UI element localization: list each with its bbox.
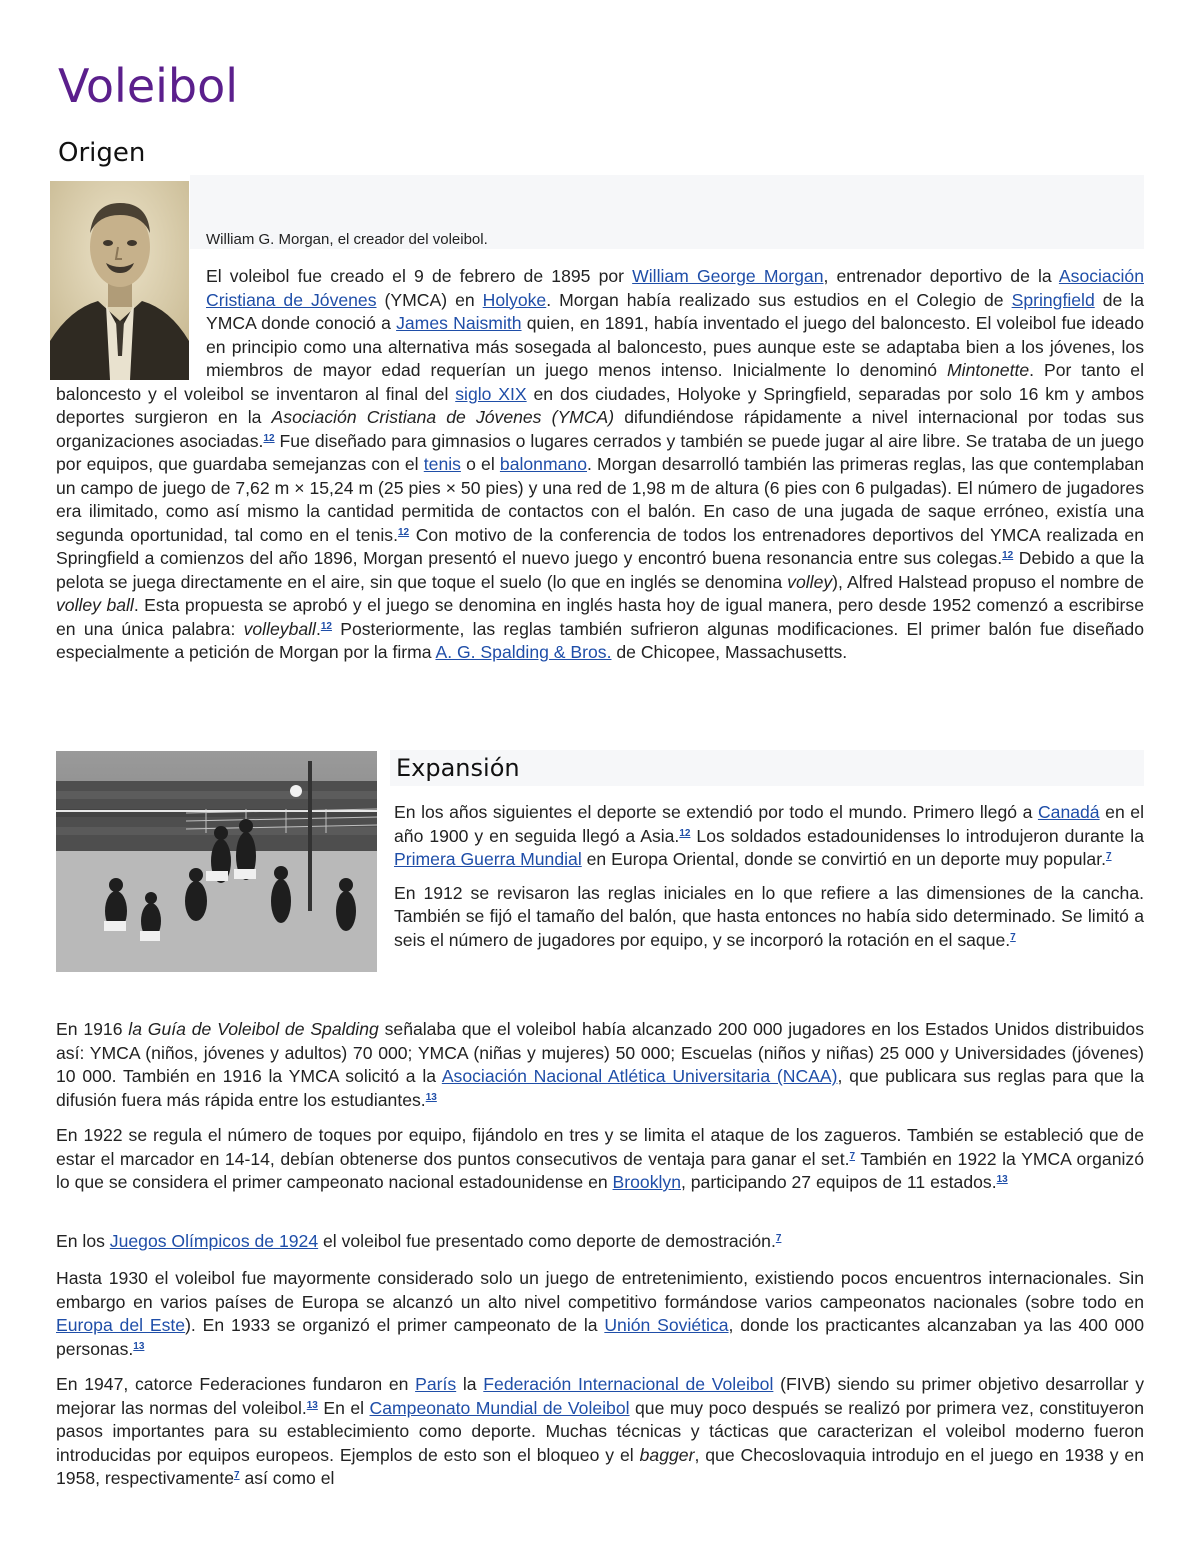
paragraph-1922 — [56, 1124, 1144, 1195]
text-span: (FIVB) siendo su primer objetivo desarrollar y mejorar las normas del voleibol. — [56, 1374, 1144, 1418]
text-span: , participando 27 equipos de 11 estados. — [680, 1172, 997, 1192]
link-paris[interactable]: París — [415, 1374, 457, 1394]
text-span: , donde los practicantes alcanzaban ya las 400 000 personas. — [56, 1315, 1144, 1359]
text-span: , que Checoslovaquia introdujo en el juego en 1938 y en 1958, respectivamente — [56, 1444, 1144, 1488]
section-heading-expansion: Expansión — [396, 754, 520, 782]
italic-guia-spalding: la Guía de Voleibol de Spalding — [128, 1019, 379, 1039]
text-span: En 1947, catorce Federaciones fundaron en — [56, 1374, 416, 1394]
text-span: Hasta 1930 el voleibol fue mayormente considerado solo un juego de entretenimiento, existiendo pocos encuentros internacionales. Sin embargo en varios países de Europa se alcanzó un alto nivel competitivo formándose varios campeonatos nacionales (sobre todo en — [56, 1268, 1144, 1312]
link-tenis[interactable]: tenis — [423, 454, 461, 474]
text-span: ). En 1933 se organizó el primer campeonato de la — [185, 1315, 605, 1335]
link-canada[interactable]: Canadá — [1037, 802, 1100, 822]
text-span: de la YMCA donde conoció a — [206, 289, 1144, 333]
ref-12[interactable]: 12 — [679, 827, 691, 839]
text-span: , entrenador deportivo de la — [823, 266, 1059, 286]
link-spalding[interactable]: A. G. Spalding & Bros. — [435, 642, 612, 662]
text-span: quien, en 1891, había inventado el juego del baloncesto. El voleibol fue ideado en principio como una alternativa más sosegada al baloncesto, pues aunque este se adaptaba bien a los jóvenes, los miembros de mayor edad requerían un juego menos intenso. Inicialmente lo denominó — [206, 313, 1144, 380]
page-title: Voleibol — [58, 59, 239, 113]
section-heading-origen: Origen — [58, 138, 146, 168]
link-balonmano[interactable]: balonmano — [499, 454, 587, 474]
portrait-float-spacer — [56, 265, 206, 382]
text-span: en dos ciudades, Holyoke y Springfield, separadas por solo 16 km y ambos deportes surgieron en la — [56, 383, 1144, 427]
text-span: en Europa Oriental, donde se convirtió en un deporte muy popular. — [581, 849, 1106, 869]
ref-12[interactable]: 12 — [263, 432, 275, 444]
text-span: . Por tanto el baloncesto y el voleibol se inventaron al final del — [56, 360, 1144, 404]
text-span: El voleibol fue creado el 9 de febrero de 1895 por — [206, 266, 633, 286]
ref-13[interactable]: 13 — [133, 1340, 145, 1352]
link-asociacion-cristiana[interactable]: Asociación Cristiana de Jóvenes — [206, 266, 1144, 310]
text-span: . — [315, 618, 321, 639]
ref-13[interactable]: 13 — [425, 1091, 437, 1103]
text-span: En 1922 se regula el número de toques por equipo, fijándolo en tres y se limita el ataque de los zagueros. También se estableció que de estar el marcador en 14-14, debían obtenerse dos puntos consecutivos de ventaja para ganar el set. — [56, 1125, 1144, 1169]
italic-volley: volley — [787, 571, 833, 592]
ref-12[interactable]: 12 — [1002, 550, 1014, 561]
link-campeonato-mundial[interactable]: Campeonato Mundial de Voleibol — [369, 1397, 630, 1418]
text-span: En el — [317, 1397, 370, 1418]
ref-13[interactable]: 13 — [996, 1174, 1008, 1185]
text-span: En los — [56, 1231, 110, 1251]
link-juegos-1924[interactable]: Juegos Olímpicos de 1924 — [109, 1231, 319, 1251]
italic-mintonette: Mintonette — [947, 360, 1030, 380]
italic-volley-ball: volley ball — [56, 595, 134, 615]
ref-12[interactable]: 12 — [397, 526, 410, 538]
match-float-spacer — [56, 801, 394, 981]
link-primera-guerra[interactable]: Primera Guerra Mundial — [394, 849, 582, 869]
paragraph-1947 — [56, 1373, 1144, 1491]
text-span: Con motivo de la conferencia de todos los entrenadores deportivos del YMCA realizada en Springfield a comienzos del año 1896, Morgan presentó el nuevo juego y encontró buena resonancia entre sus colegas. — [56, 524, 1145, 568]
text-span: En 1912 se revisaron las reglas iniciales en lo que refiere a las dimensiones de la cancha. También se fijó el tamaño del balón, que hasta entonces no había sido determinado. Se limitó a seis el número de jugadores por equipo, y se incorporó la rotación en el saque. — [394, 882, 1144, 950]
text-span: así como el — [239, 1468, 335, 1488]
text-span: Los soldados estadounidenses lo introdujeron durante la — [690, 825, 1144, 846]
ref-7[interactable]: 7 — [775, 1233, 782, 1244]
link-brooklyn[interactable]: Brooklyn — [612, 1172, 681, 1192]
text-span: que muy poco después se realizó por primera vez, constituyeron pasos importantes para su establecimiento como deporte. Muchas técnicas y tácticas que caracterizan el voleibol moderno fueron introducidas por equipos europeos. Ejemplos de esto son el bloqueo y el — [56, 1397, 1144, 1465]
paragraph-origen — [56, 265, 1144, 665]
text-span: . Esta propuesta se aprobó y el juego se denomina en inglés hasta hoy de igual manera, pero desde 1952 comenzó a escribirse en una única palabra: — [56, 595, 1144, 639]
text-span: de Chicopee, Massachusetts. — [611, 642, 848, 662]
text-span: Posteriormente, las reglas también sufrieron algunas modificaciones. El primer balón fue diseñado especialmente a petición de Morgan por la firma — [56, 618, 1144, 662]
link-fivb[interactable]: Federación Internacional de Voleibol — [483, 1374, 774, 1394]
link-siglo-xix[interactable]: siglo XIX — [455, 383, 527, 404]
link-holyoke[interactable]: Holyoke — [482, 289, 547, 310]
paragraph-1924 — [56, 1230, 1144, 1254]
text-span: ), Alfred Halstead propuso el nombre de — [832, 571, 1144, 592]
text-span: , que publicara sus reglas para que la difusión fuera más rápida entre los estudiantes. — [56, 1066, 1144, 1110]
ref-12[interactable]: 12 — [320, 620, 332, 632]
link-springfield[interactable]: Springfield — [1011, 289, 1095, 310]
link-william-george-morgan[interactable]: William George Morgan — [632, 266, 824, 286]
text-span: En los años siguientes el deporte se extendió por todo el mundo. Primero llegó a — [394, 802, 1038, 822]
paragraph-1916 — [56, 1018, 1144, 1112]
text-span: Fue diseñado para gimnasios o lugares cerrados y también se puede jugar al aire libre. Se trataba de un juego por equipos, que guardaba semejanzas con el — [56, 430, 1144, 474]
text-span: señalaba que el voleibol había alcanzado 200 000 jugadores en los Estados Unidos distribuidos así: YMCA (niños, jóvenes y adultos) 70 000; YMCA (niñas y mujeres) 50 000; Escuelas (niños y niñas) 25 000 y Universidades (jóvenes) 10 000. También en 1916 la YMCA solicitó a la — [56, 1019, 1144, 1086]
ref-13[interactable]: 13 — [306, 1399, 318, 1411]
ref-7[interactable]: 7 — [849, 1150, 856, 1162]
text-span: Debido a que la pelota se juega directamente en el aire, sin que toque el suelo (lo que en inglés se denomina — [56, 548, 1144, 592]
italic-bagger: bagger — [639, 1444, 695, 1465]
ref-7[interactable]: 7 — [234, 1470, 240, 1481]
link-europa-este[interactable]: Europa del Este — [56, 1315, 186, 1335]
ref-7[interactable]: 7 — [1010, 931, 1016, 943]
text-span: (YMCA) en — [376, 289, 483, 310]
paragraph-1930 — [56, 1267, 1144, 1361]
ref-7[interactable]: 7 — [1105, 851, 1112, 862]
text-span: difundiéndose rápidamente a nivel internacional por todas sus organizaciones asociadas. — [56, 407, 1144, 451]
italic-asociacion: Asociación Cristiana de Jóvenes (YMCA) — [271, 407, 615, 427]
italic-volleyball: volleyball — [243, 618, 316, 639]
text-span: En 1916 — [56, 1019, 129, 1039]
link-james-naismith[interactable]: James Naismith — [396, 313, 522, 333]
expansion-flow — [56, 801, 1144, 981]
link-ncaa[interactable]: Asociación Nacional Atlética Universitaria (NCAA) — [441, 1066, 838, 1086]
text-span: o el — [460, 454, 500, 474]
text-span: la — [456, 1374, 484, 1394]
text-span: . Morgan había realizado sus estudios en el Colegio de — [546, 289, 1012, 310]
morgan-caption: William G. Morgan, el creador del voleibol. — [206, 231, 488, 248]
text-span: . Morgan desarrolló también las primeras reglas, las que contemplaban un campo de juego de 7,62 m × 15,24 m (25 pies × 50 pies) y una red de 1,98 m de altura (6 pies con 6 pulgadas). El número de jugadores era ilimitado, como así mismo la cantidad permitida de contactos con el balón. En caso de una jugada de saque erróneo, existía una segunda oportunidad, tal como en el tenis. — [56, 454, 1144, 545]
text-span: en el año 1900 y en seguida llegó a Asia. — [394, 802, 1144, 846]
text-span: el voleibol fue presentado como deporte de demostración. — [318, 1231, 776, 1251]
text-span: También en 1922 la YMCA organizó lo que se considera el primer campeonato nacional estadounidense en — [56, 1148, 1144, 1192]
link-union-sovietica[interactable]: Unión Soviética — [604, 1315, 729, 1335]
